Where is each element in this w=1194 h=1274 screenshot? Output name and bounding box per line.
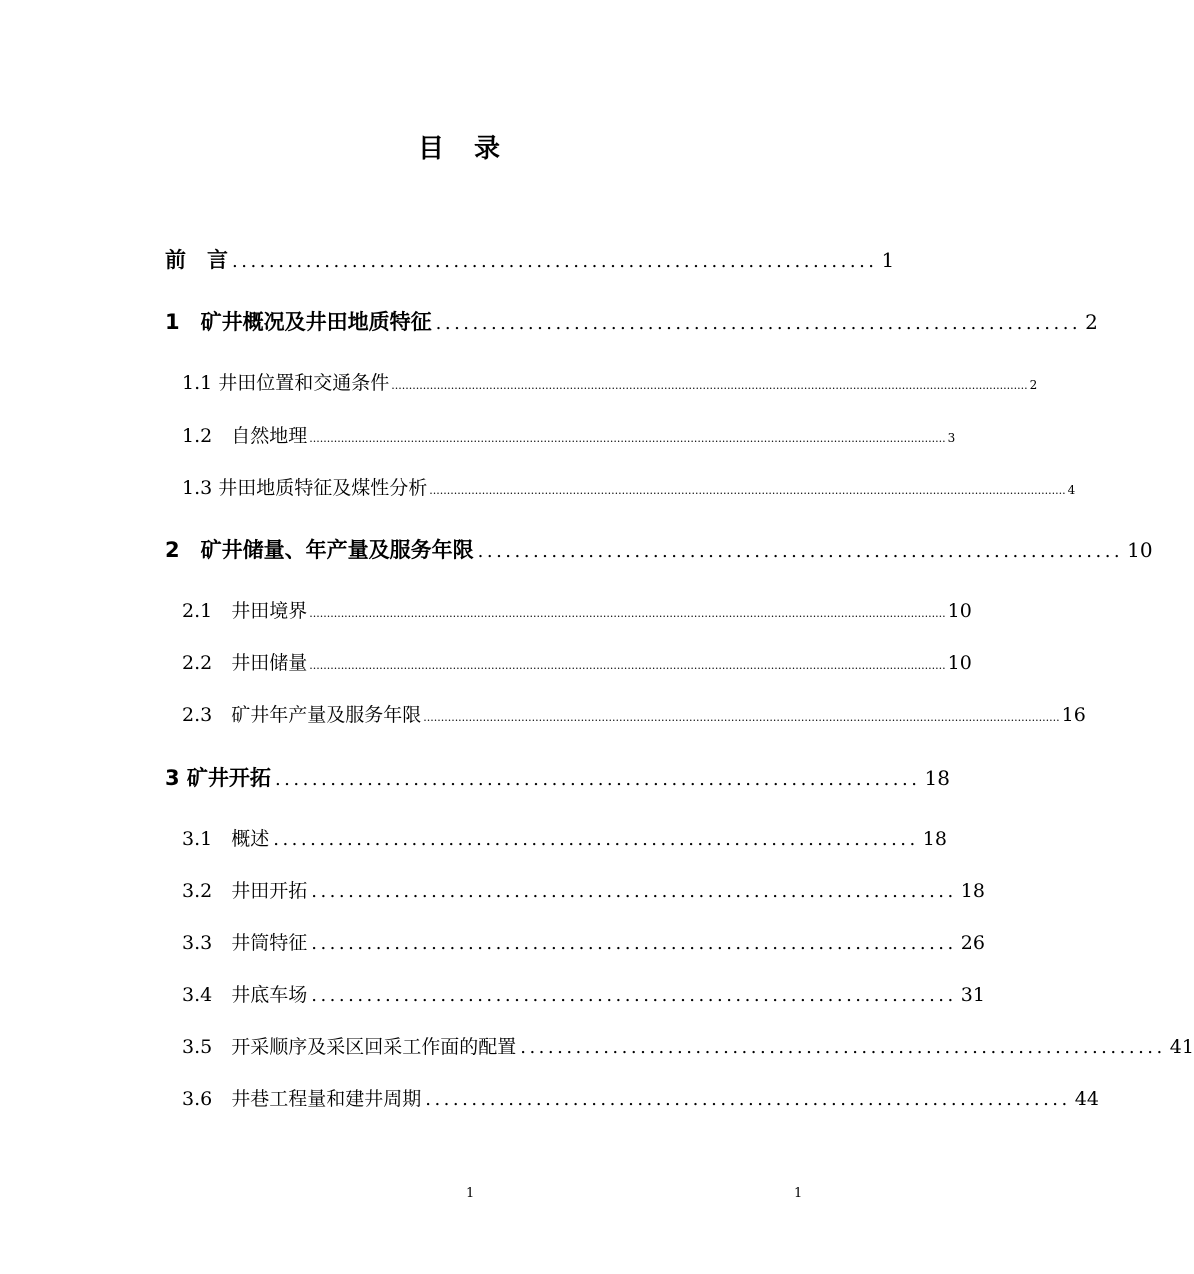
dot-leader: ......................................................................: [311, 933, 957, 954]
dot-leader: ......................................................................................................................................................................................: [309, 432, 946, 445]
toc-entry-label: 3.5 开采顺序及采区回采工作面的配置: [182, 1036, 517, 1058]
footer-page-number-center: 1: [466, 1186, 475, 1201]
dot-leader: ......................................................................: [520, 1037, 1166, 1058]
dot-leader: ......................................................................: [273, 829, 919, 850]
toc-entry-section-3-6[interactable]: [0, 1084, 1099, 1120]
dot-leader: ......................................................................: [477, 541, 1124, 562]
toc-entry-section-1-3[interactable]: [0, 473, 1076, 509]
dot-leader: ......................................................................: [274, 769, 921, 790]
toc-entry-label: 3.3 井筒特征: [182, 932, 308, 954]
toc-page-number: 31: [960, 984, 985, 1006]
toc-page-number: 41: [1169, 1036, 1194, 1058]
toc-page-number: 10: [947, 652, 972, 674]
toc-entry-section-1-1[interactable]: [0, 368, 1038, 404]
toc-entry-chapter-3[interactable]: [0, 762, 950, 798]
toc-entry-section-2-1[interactable]: [0, 596, 972, 632]
toc-entry-label: 1.1 井田位置和交通条件: [182, 372, 390, 394]
toc-entry-section-3-1[interactable]: [0, 824, 947, 860]
toc-entry-label: 3.6 井巷工程量和建井周期: [182, 1088, 422, 1110]
toc-entry-chapter-1[interactable]: [0, 306, 1098, 342]
toc-entry-label: 2.2 井田储量: [182, 652, 308, 674]
toc-page-number: 18: [960, 880, 985, 902]
dot-leader: ......................................................................................................................................................................................: [423, 711, 1060, 724]
toc-entry-label: 2 矿井储量、年产量及服务年限: [165, 538, 474, 562]
toc-page-number: 3: [947, 431, 956, 445]
toc-entry-label: 3.1 概述: [182, 828, 270, 850]
dot-leader: ......................................................................................................................................................................................: [309, 607, 946, 620]
toc-entry-label: 2.1 井田境界: [182, 600, 308, 622]
toc-page-number: 2: [1029, 378, 1038, 392]
toc-entry-section-1-2[interactable]: [0, 421, 956, 457]
toc-entry-label: 前 言: [165, 248, 228, 272]
dot-leader: ......................................................................: [232, 251, 878, 272]
toc-entry-section-3-3[interactable]: [0, 928, 985, 964]
page-title: 目 录: [417, 134, 502, 164]
toc-page-number: 10: [947, 600, 972, 622]
toc-page-number: 1: [881, 248, 895, 272]
toc-entry-label: 1.2 自然地理: [182, 425, 308, 447]
toc-page-number: 2: [1085, 310, 1098, 334]
toc-entry-label: 1 矿井概况及井田地质特征: [165, 310, 432, 334]
toc-entry-label: 3.2 井田开拓: [182, 880, 308, 902]
toc-page-number: 10: [1127, 538, 1153, 562]
dot-leader: ......................................................................................................................................................................................: [391, 379, 1028, 392]
toc-entry-label: 3.4 井底车场: [182, 984, 308, 1006]
dot-leader: ......................................................................: [311, 985, 957, 1006]
toc-entry-label: 2.3 矿井年产量及服务年限: [182, 704, 422, 726]
toc-entry-preface[interactable]: [0, 244, 920, 280]
toc-entry-section-3-5[interactable]: [0, 1032, 1194, 1068]
toc-page-number: 26: [960, 932, 985, 954]
toc-entry-chapter-2[interactable]: [0, 534, 1153, 570]
dot-leader: ......................................................................: [425, 1089, 1071, 1110]
toc-page-number: 18: [924, 766, 950, 790]
toc-entry-section-3-4[interactable]: [0, 980, 985, 1016]
toc-entry-label: 3 矿井开拓: [165, 766, 271, 790]
dot-leader: ......................................................................................................................................................................................: [309, 659, 946, 672]
toc-entry-label: 1.3 井田地质特征及煤性分析: [182, 477, 428, 499]
toc-entry-section-2-3[interactable]: [0, 700, 1086, 736]
toc-entry-section-3-2[interactable]: [0, 876, 985, 912]
toc-page-number: 16: [1061, 704, 1086, 726]
dot-leader: ......................................................................: [311, 881, 957, 902]
toc-entry-section-2-2[interactable]: [0, 648, 972, 684]
dot-leader: ......................................................................: [435, 313, 1082, 334]
toc-page-number: 4: [1067, 483, 1076, 497]
dot-leader: ......................................................................................................................................................................................: [429, 484, 1066, 497]
footer-page-number-right: 1: [794, 1186, 803, 1201]
toc-page-number: 44: [1074, 1088, 1099, 1110]
toc-page-number: 18: [922, 828, 947, 850]
